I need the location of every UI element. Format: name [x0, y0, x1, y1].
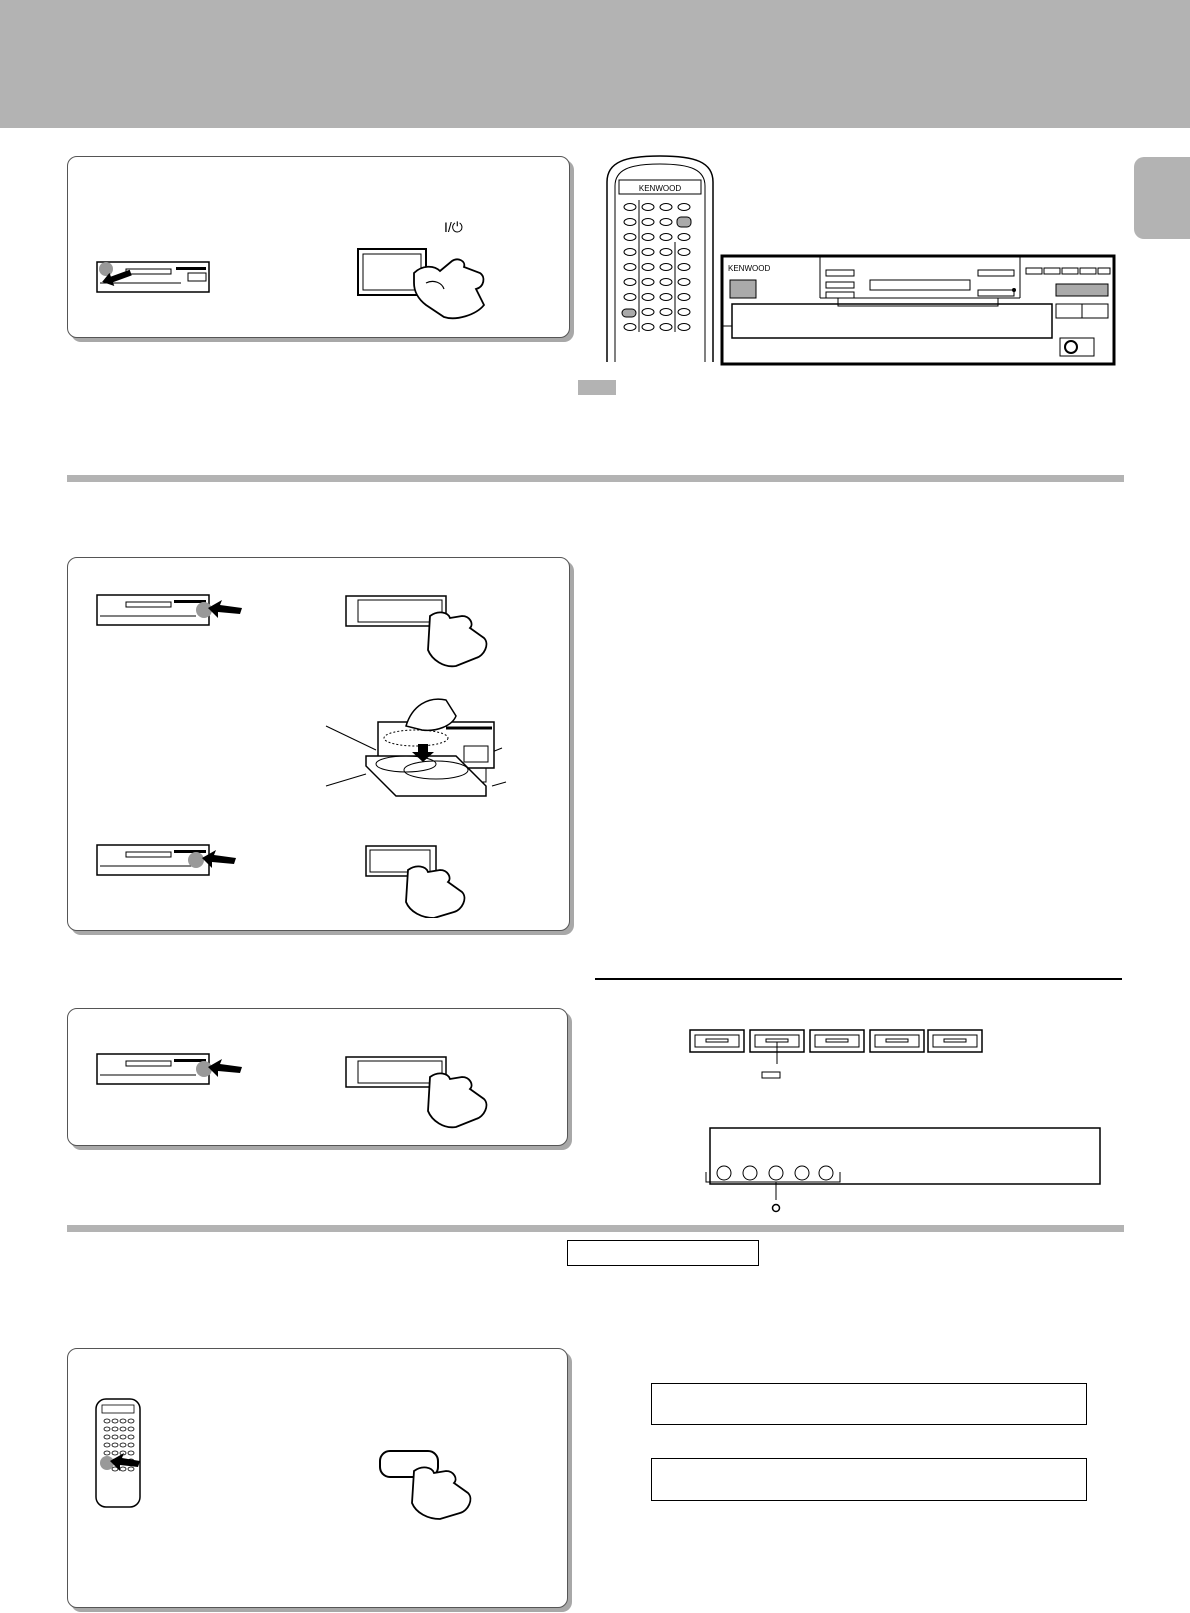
label-box — [567, 1240, 759, 1266]
cd-player-icon — [96, 594, 246, 634]
power-symbol-label: I/⏻ — [444, 219, 463, 235]
remote-brand: KENWOOD — [638, 184, 682, 193]
display-box-2 — [651, 1458, 1087, 1501]
open-panel — [67, 1008, 568, 1146]
power-panel — [67, 156, 570, 338]
display-box-1 — [651, 1383, 1087, 1425]
section-rule — [67, 475, 1124, 482]
power-button-press — [356, 243, 556, 327]
divider-line — [595, 978, 1122, 980]
cd-player-icon — [96, 844, 246, 884]
section-rule — [67, 1225, 1124, 1232]
disc-indicator-display — [702, 1126, 1104, 1216]
gray-tag — [578, 380, 616, 395]
remote-control-icon — [94, 1397, 144, 1509]
hand-press-icon — [378, 1449, 528, 1521]
loading-panel — [67, 557, 570, 931]
disc-tray-icon — [296, 686, 526, 816]
disc-select-buttons — [688, 1028, 984, 1082]
player-brand: KENWOOD — [728, 264, 771, 273]
hand-press-icon — [344, 594, 504, 668]
remote-panel — [67, 1348, 568, 1608]
remote-control-icon — [605, 152, 715, 362]
cd-player-icon — [96, 1053, 246, 1093]
hand-press-icon — [344, 1055, 504, 1129]
arrow-icon — [98, 267, 138, 295]
side-tab — [1134, 157, 1190, 239]
hand-press-icon — [364, 844, 524, 918]
header-band — [0, 0, 1190, 128]
cd-player-front-icon — [720, 254, 1116, 366]
